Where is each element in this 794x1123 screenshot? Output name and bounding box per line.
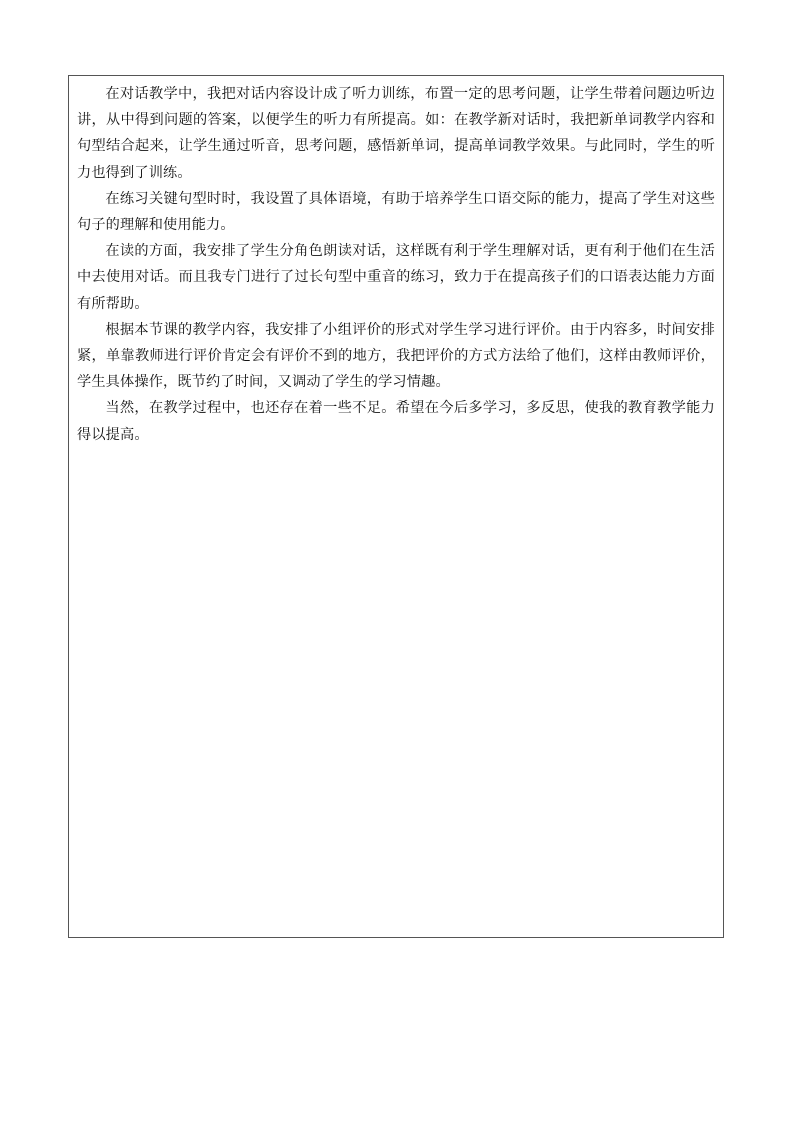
paragraph-shortcomings: 当然，在教学过程中，也还存在着一些不足。希望在今后多学习，多反思，使我的教育教学能力得以提高。 (77, 400, 715, 443)
reflection-table-cell (68, 75, 724, 938)
paragraph-group-evaluation: 根据本节课的教学内容，我安排了小组评价的形式对学生学习进行评价。由于内容多，时间安排紧，单靠教师进行评价肯定会有评价不到的地方，我把评价的方式方法给了他们，这样由教师评价，学生具体操作，既节约了时间，又调动了学生的学习情趣。 (77, 321, 715, 391)
paragraph-key-sentence-practice: 在练习关键句型时时，我设置了具体语境，有助于培养学生口语交际的能力，提高了学生对这些句子的理解和使用能力。 (77, 190, 715, 234)
paragraph-reading-practice: 在读的方面，我安排了学生分角色朗读对话，这样既有利于学生理解对话，更有利于他们在生活中去使用对话。而且我专门进行了过长句型中重音的练习，致力于在提高孩子们的口语表达能力方面有所帮助。 (77, 243, 715, 312)
paragraph-dialogue-listening: 在对话教学中，我把对话内容设计成了听力训练，布置一定的思考问题，让学生带着问题边听边讲，从中得到问题的答案，以便学生的听力有所提高。如：在教学新对话时，我把新单词教学内容和句型结合起来，让学生通过听音，思考问题，感悟新单词，提高单词教学效果。与此同时，学生的听力也得到了训练。 (77, 86, 715, 181)
